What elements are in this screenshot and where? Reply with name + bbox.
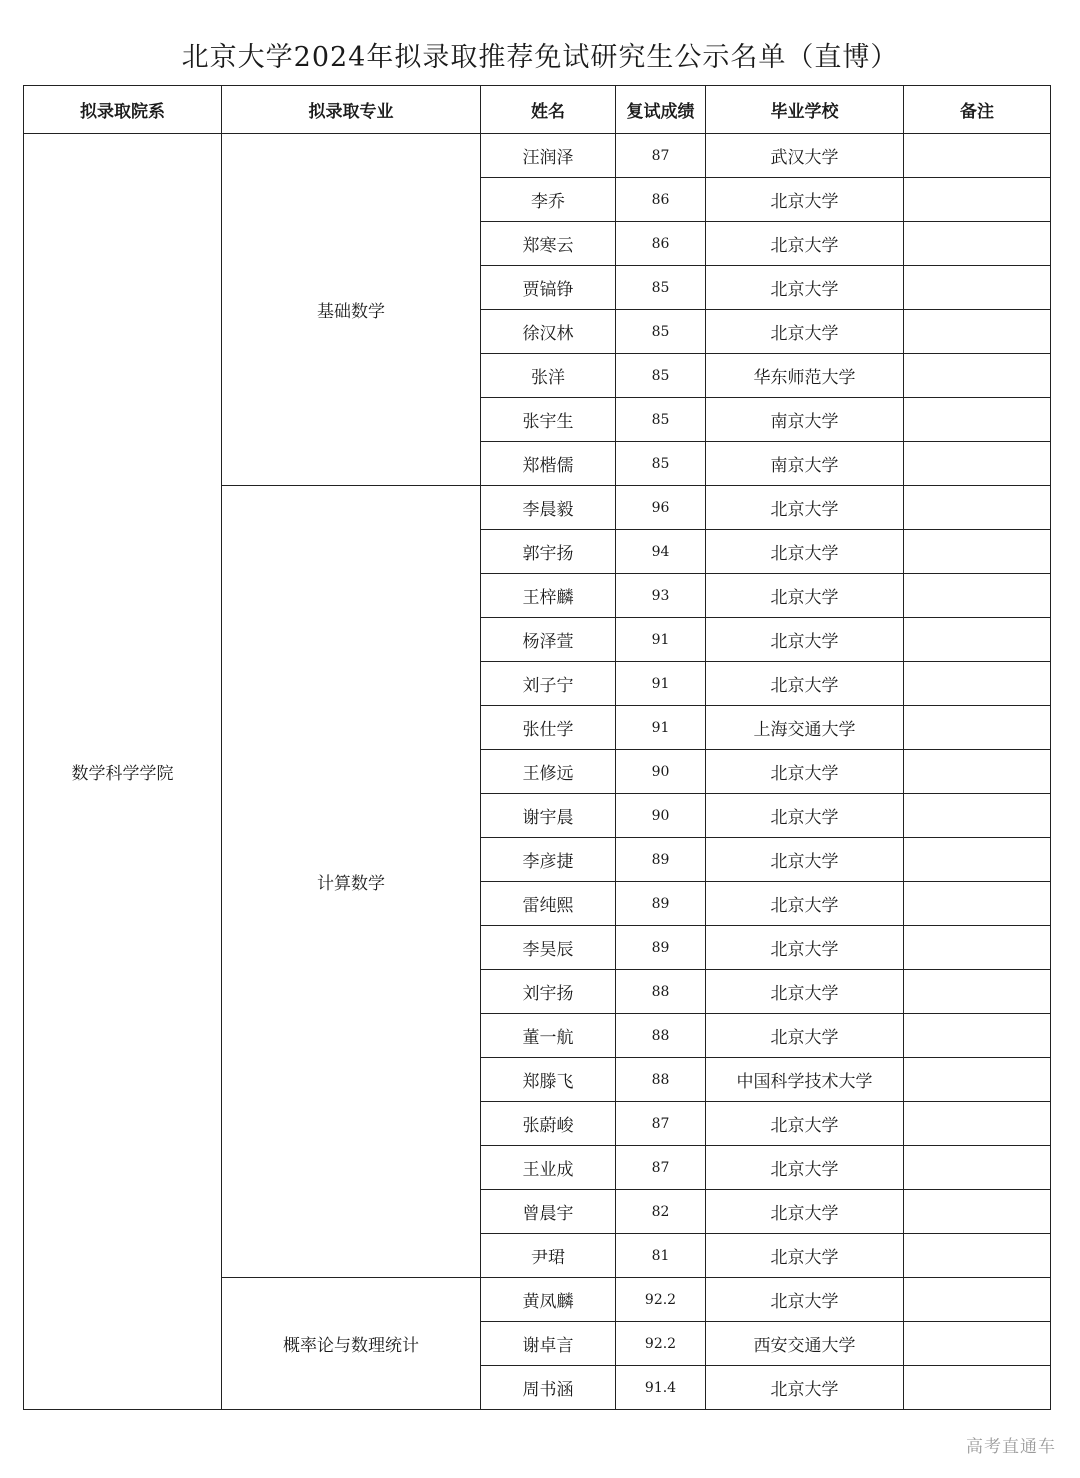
- school-cell: 北京大学: [706, 794, 904, 838]
- name-cell: 李乔: [481, 178, 616, 222]
- school-cell: 北京大学: [706, 662, 904, 706]
- remark-cell: [904, 574, 1051, 618]
- school-cell: 北京大学: [706, 970, 904, 1014]
- score-cell: 89: [616, 838, 706, 882]
- remark-cell: [904, 266, 1051, 310]
- remark-cell: [904, 662, 1051, 706]
- remark-cell: [904, 838, 1051, 882]
- score-cell: 89: [616, 926, 706, 970]
- major-cell: 概率论与数理统计: [222, 1278, 481, 1410]
- score-cell: 90: [616, 750, 706, 794]
- table-body: [24, 134, 1051, 1410]
- school-cell: 北京大学: [706, 1190, 904, 1234]
- school-cell: 北京大学: [706, 1278, 904, 1322]
- name-cell: 张洋: [481, 354, 616, 398]
- score-cell: 91.4: [616, 1366, 706, 1410]
- page-title: 北京大学2024年拟录取推荐免试研究生公示名单（直博）: [181, 42, 899, 73]
- watermark: 高考直通车: [966, 1437, 1056, 1457]
- score-cell: 85: [616, 442, 706, 486]
- score-cell: 91: [616, 662, 706, 706]
- remark-cell: [904, 222, 1051, 266]
- score-cell: 87: [616, 134, 706, 178]
- score-cell: 92.2: [616, 1278, 706, 1322]
- score-cell: 94: [616, 530, 706, 574]
- school-cell: 北京大学: [706, 882, 904, 926]
- score-cell: 85: [616, 266, 706, 310]
- header-name: 姓名: [481, 86, 616, 134]
- header-remark: 备注: [904, 86, 1051, 134]
- school-cell: 北京大学: [706, 838, 904, 882]
- score-cell: 85: [616, 398, 706, 442]
- school-cell: 北京大学: [706, 530, 904, 574]
- score-cell: 88: [616, 1058, 706, 1102]
- name-cell: 刘宇扬: [481, 970, 616, 1014]
- remark-cell: [904, 970, 1051, 1014]
- score-cell: 85: [616, 354, 706, 398]
- name-cell: 王业成: [481, 1146, 616, 1190]
- score-cell: 92.2: [616, 1322, 706, 1366]
- school-cell: 北京大学: [706, 1366, 904, 1410]
- major-cell: 基础数学: [222, 134, 481, 486]
- score-cell: 89: [616, 882, 706, 926]
- score-cell: 96: [616, 486, 706, 530]
- school-cell: 北京大学: [706, 178, 904, 222]
- score-cell: 88: [616, 970, 706, 1014]
- score-cell: 87: [616, 1146, 706, 1190]
- name-cell: 刘子宁: [481, 662, 616, 706]
- name-cell: 汪润泽: [481, 134, 616, 178]
- school-cell: 北京大学: [706, 1234, 904, 1278]
- remark-cell: [904, 1278, 1051, 1322]
- score-cell: 91: [616, 618, 706, 662]
- name-cell: 王修远: [481, 750, 616, 794]
- major-cell: 计算数学: [222, 486, 481, 1278]
- remark-cell: [904, 1234, 1051, 1278]
- school-cell: 中国科学技术大学: [706, 1058, 904, 1102]
- school-cell: 北京大学: [706, 310, 904, 354]
- school-cell: 武汉大学: [706, 134, 904, 178]
- score-cell: 87: [616, 1102, 706, 1146]
- remark-cell: [904, 1366, 1051, 1410]
- score-cell: 93: [616, 574, 706, 618]
- score-cell: 90: [616, 794, 706, 838]
- score-cell: 91: [616, 706, 706, 750]
- school-cell: 华东师范大学: [706, 354, 904, 398]
- remark-cell: [904, 310, 1051, 354]
- school-cell: 北京大学: [706, 1146, 904, 1190]
- name-cell: 雷纯熙: [481, 882, 616, 926]
- name-cell: 杨泽萱: [481, 618, 616, 662]
- remark-cell: [904, 926, 1051, 970]
- table-header-row: [24, 86, 1051, 134]
- header-school: 毕业学校: [706, 86, 904, 134]
- name-cell: 贾镐铮: [481, 266, 616, 310]
- remark-cell: [904, 354, 1051, 398]
- school-cell: 南京大学: [706, 398, 904, 442]
- remark-cell: [904, 1190, 1051, 1234]
- table-row: [24, 134, 1051, 178]
- school-cell: 北京大学: [706, 574, 904, 618]
- name-cell: 曾晨宇: [481, 1190, 616, 1234]
- school-cell: 上海交通大学: [706, 706, 904, 750]
- header-department: 拟录取院系: [24, 86, 222, 134]
- remark-cell: [904, 882, 1051, 926]
- name-cell: 郑寒云: [481, 222, 616, 266]
- remark-cell: [904, 706, 1051, 750]
- remark-cell: [904, 1146, 1051, 1190]
- remark-cell: [904, 530, 1051, 574]
- score-cell: 88: [616, 1014, 706, 1058]
- name-cell: 张宇生: [481, 398, 616, 442]
- remark-cell: [904, 442, 1051, 486]
- remark-cell: [904, 1322, 1051, 1366]
- remark-cell: [904, 1102, 1051, 1146]
- school-cell: 北京大学: [706, 1014, 904, 1058]
- remark-cell: [904, 398, 1051, 442]
- name-cell: 王梓麟: [481, 574, 616, 618]
- remark-cell: [904, 1014, 1051, 1058]
- school-cell: 北京大学: [706, 222, 904, 266]
- school-cell: 西安交通大学: [706, 1322, 904, 1366]
- school-cell: 北京大学: [706, 486, 904, 530]
- school-cell: 北京大学: [706, 1102, 904, 1146]
- score-cell: 86: [616, 178, 706, 222]
- school-cell: 南京大学: [706, 442, 904, 486]
- name-cell: 周书涵: [481, 1366, 616, 1410]
- name-cell: 张蔚峻: [481, 1102, 616, 1146]
- name-cell: 李晨毅: [481, 486, 616, 530]
- department-cell: 数学科学学院: [24, 134, 222, 1410]
- admission-table: [23, 85, 1051, 1410]
- school-cell: 北京大学: [706, 266, 904, 310]
- name-cell: 郑滕飞: [481, 1058, 616, 1102]
- name-cell: 郑楷儒: [481, 442, 616, 486]
- remark-cell: [904, 618, 1051, 662]
- remark-cell: [904, 750, 1051, 794]
- name-cell: 黄凤麟: [481, 1278, 616, 1322]
- name-cell: 李彦捷: [481, 838, 616, 882]
- name-cell: 徐汉林: [481, 310, 616, 354]
- score-cell: 86: [616, 222, 706, 266]
- remark-cell: [904, 1058, 1051, 1102]
- name-cell: 谢宇晨: [481, 794, 616, 838]
- name-cell: 尹珺: [481, 1234, 616, 1278]
- header-score: 复试成绩: [616, 86, 706, 134]
- remark-cell: [904, 794, 1051, 838]
- name-cell: 郭宇扬: [481, 530, 616, 574]
- school-cell: 北京大学: [706, 618, 904, 662]
- header-major: 拟录取专业: [222, 86, 481, 134]
- score-cell: 82: [616, 1190, 706, 1234]
- remark-cell: [904, 486, 1051, 530]
- remark-cell: [904, 178, 1051, 222]
- name-cell: 董一航: [481, 1014, 616, 1058]
- name-cell: 张仕学: [481, 706, 616, 750]
- name-cell: 谢卓言: [481, 1322, 616, 1366]
- score-cell: 85: [616, 310, 706, 354]
- score-cell: 81: [616, 1234, 706, 1278]
- school-cell: 北京大学: [706, 926, 904, 970]
- remark-cell: [904, 134, 1051, 178]
- name-cell: 李昊辰: [481, 926, 616, 970]
- school-cell: 北京大学: [706, 750, 904, 794]
